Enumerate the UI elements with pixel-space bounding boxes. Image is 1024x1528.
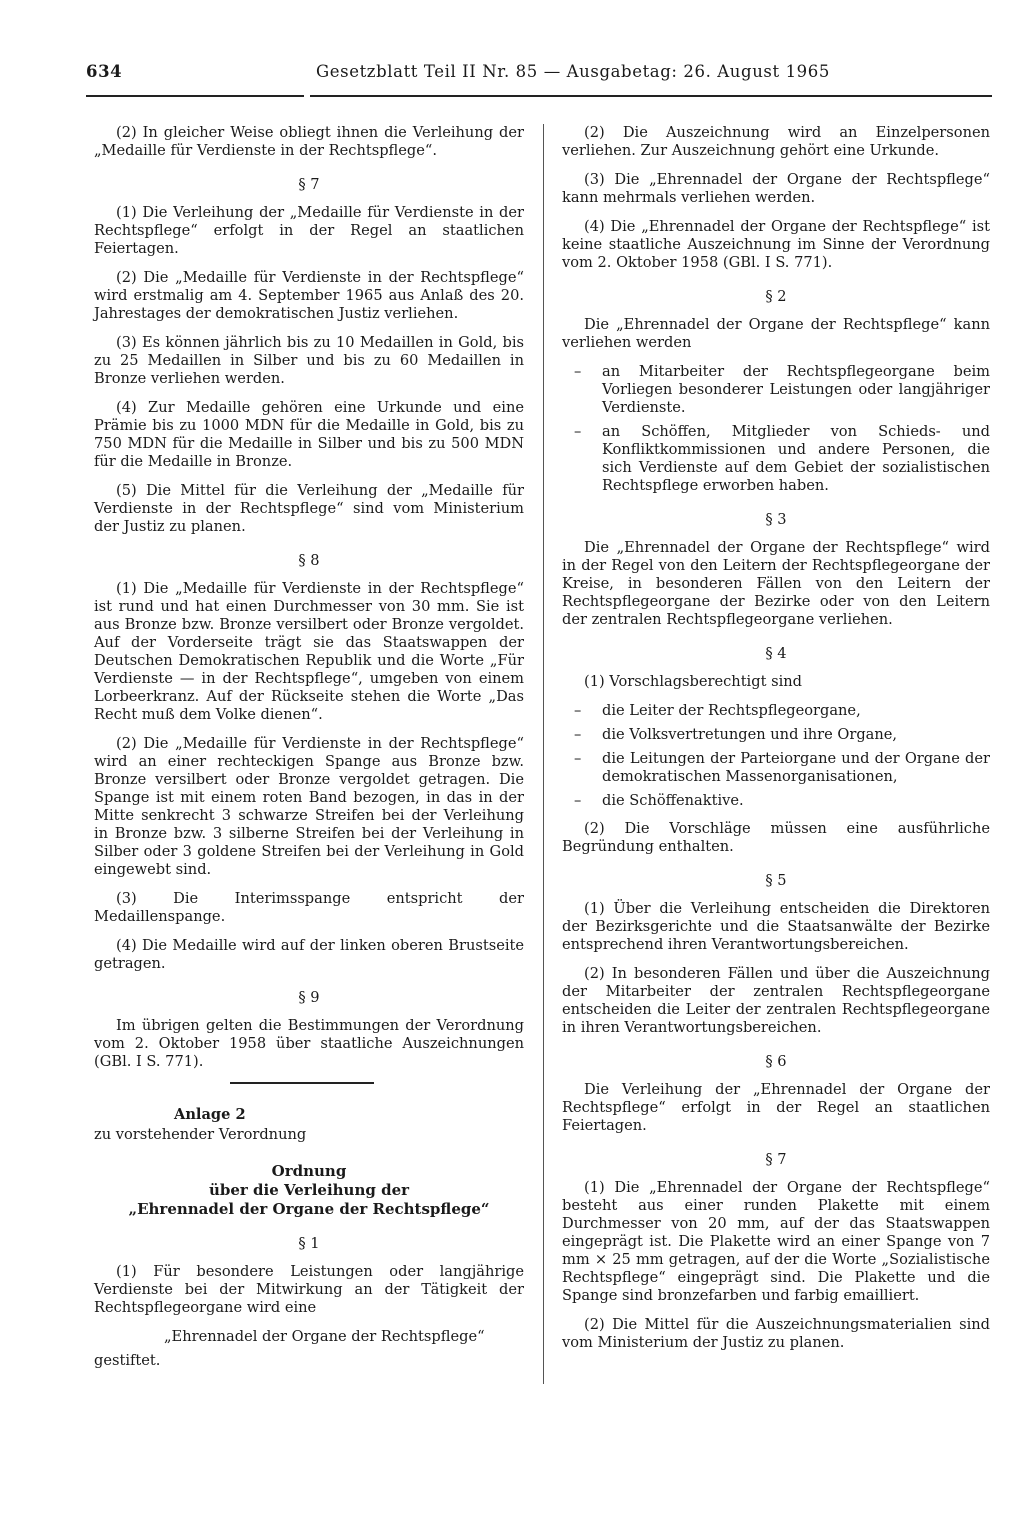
paragraph: (3) Es können jährlich bis zu 10 Medaillen in Gold, bis zu 25 Medaillen in Silber und bis zu 60 Medaillen in Bronze verliehen werden. [94, 334, 524, 387]
section-heading: § 7 [765, 1151, 787, 1168]
column-divider [543, 124, 544, 1384]
annex-title [94, 1162, 524, 1219]
paragraph: (4) Zur Medaille gehören eine Urkunde und eine Prämie bis zu 1000 MDN für die Medaille in Gold, bis zu 750 MDN für die Medaille in Silber und bis zu 500 MDN für die Medaille in Bronze. [94, 399, 524, 470]
paragraph: (1) Die „Medaille für Verdienste in der Rechtspflege“ ist rund und hat einen Durchmesser von 30 mm. Sie ist aus Bronze bzw. Bronze versilbert oder Bronze vergoldet. Auf der Vorderseite trägt sie das Staatswappen der Deutschen Demokratischen Republik und die Worte „Für Verdienste — in der Rechtspflege“, umgeben von einem Lorbeerkranz. Auf der Rückseite stehen die Worte „Das Recht muß dem Volke dienen“. [94, 580, 524, 723]
paragraph: (3) Die Interimsspange entspricht der Medaillenspange. [94, 890, 524, 925]
paragraph: Die „Ehrennadel der Organe der Rechtspflege“ kann verliehen werden [562, 316, 990, 351]
paragraph-tail: gestiftet. [94, 1352, 161, 1369]
paragraph: (2) Die Auszeichnung wird an Einzelpersonen verliehen. Zur Auszeichnung gehört eine Urkunde. [562, 124, 990, 159]
paragraph: (2) In gleicher Weise obliegt ihnen die Verleihung der „Medaille für Verdienste in der Rechtspflege“. [94, 124, 524, 159]
list-item: – an Schöffen, Mitglieder von Schieds- und Konfliktkommissionen und andere Personen, die sich Verdienste auf dem Gebiet der sozialistischen Rechtspflege erworben haben. [562, 423, 990, 495]
paragraph: (2) Die Vorschläge müssen eine ausführliche Begründung enthalten. [562, 820, 990, 855]
paragraph: (4) Die „Ehrennadel der Organe der Rechtspflege“ ist keine staatliche Auszeichnung im Sinne der Verordnung vom 2. Oktober 1958 (GBl. I S. 771). [562, 218, 990, 271]
page-number: 634 [86, 62, 123, 81]
gazette-title: Gesetzblatt Teil II Nr. 85 — Ausgabetag: 26. August 1965 [316, 62, 830, 81]
annex-label: Anlage 2 [174, 1106, 246, 1123]
separator-rule [230, 1082, 374, 1084]
left-column [94, 124, 524, 1370]
section-heading: § 6 [765, 1053, 787, 1070]
list-item: – die Schöffenaktive. [562, 792, 990, 810]
annex-title-line: „Ehrennadel der Organe der Rechtspflege“ [128, 1200, 490, 1218]
section-heading: § 5 [765, 872, 787, 889]
header-rule [86, 95, 992, 97]
page-header [86, 62, 992, 86]
list-item: – die Leitungen der Parteiorgane und der Organe der demokratischen Massenorganisationen, [562, 750, 990, 786]
paragraph: (1) Über die Verleihung entscheiden die Direktoren der Bezirksgerichte und die Staatsanwälte der Bezirke entsprechend ihren Verantwortungsbereichen. [562, 900, 990, 953]
list-item: – die Volksvertretungen und ihre Organe, [562, 726, 990, 744]
annex-title-line: über die Verleihung der [208, 1181, 410, 1199]
section-heading: § 3 [765, 511, 787, 528]
dash-list [562, 363, 990, 495]
list-item: – die Leiter der Rechtspflegeorgane, [562, 702, 990, 720]
annex-subtitle: zu vorstehender Verordnung [94, 1126, 307, 1143]
section-heading: § 1 [298, 1235, 320, 1252]
section-heading: § 7 [298, 176, 320, 193]
section-heading: § 2 [765, 288, 787, 305]
paragraph: Im übrigen gelten die Bestimmungen der Verordnung vom 2. Oktober 1958 über staatliche Auszeichnungen (GBl. I S. 771). [94, 1017, 524, 1070]
section-heading: § 4 [765, 645, 787, 662]
annex-title-line: Ordnung [271, 1162, 347, 1180]
paragraph: (2) Die „Medaille für Verdienste in der Rechtspflege“ wird an einer rechteckigen Spange aus Bronze bzw. Bronze versilbert oder Bronze vergoldet getragen. Die Spange ist mit einem roten Band bezogen, in das in der Mitte senkrecht 3 schwarze Streifen bei der Verleihung in Bronze bzw. 3 silberne Streifen bei der Verleihung in Silber oder 3 goldene Streifen bei der Verleihung in Gold eingewebt sind. [94, 735, 524, 878]
paragraph: (2) Die „Medaille für Verdienste in der Rechtspflege“ wird erstmalig am 4. September 1965 aus Anlaß des 20. Jahrestages der demokratischen Justiz verliehen. [94, 269, 524, 322]
paragraph: (1) Für besondere Leistungen oder langjährige Verdienste bei der Mitwirkung an der Tätigkeit der Rechtspflegeorgane wird eine [94, 1263, 524, 1316]
header-rule-gap [304, 92, 310, 100]
paragraph: (1) Vorschlagsberechtigt sind [584, 673, 802, 690]
dash-list [562, 702, 990, 810]
right-column [562, 124, 990, 1363]
paragraph: (3) Die „Ehrennadel der Organe der Rechtspflege“ kann mehrmals verliehen werden. [562, 171, 990, 206]
paragraph: Die „Ehrennadel der Organe der Rechtspflege“ wird in der Regel von den Leitern der Rechtspflegeorgane der Kreise, in besonderen Fällen von den Leitern der Rechtspflegeorgane der Bezirke oder von den Leitern der zentralen Rechtspflegeorgane verliehen. [562, 539, 990, 628]
paragraph: (2) Die Mittel für die Auszeichnungsmaterialien sind vom Ministerium der Justiz zu planen. [562, 1316, 990, 1351]
paragraph: (1) Die Verleihung der „Medaille für Verdienste in der Rechtspflege“ erfolgt in der Regel an staatlichen Feiertagen. [94, 204, 524, 257]
paragraph: (4) Die Medaille wird auf der linken oberen Brustseite getragen. [94, 937, 524, 972]
paragraph: (1) Die „Ehrennadel der Organe der Rechtspflege“ besteht aus einer runden Plakette mit einem Durchmesser von 20 mm, auf der das Staatswappen eingeprägt ist. Die Plakette wird an einer Spange von 7 mm × 25 mm getragen, auf der die Worte „Sozialistische Rechtspflege“ eingeprägt sind. Die Plakette und die Spange sind bronzefarben und farbig emailliert. [562, 1179, 990, 1304]
paragraph: (2) In besonderen Fällen und über die Auszeichnung der Mitarbeiter der zentralen Rechtspflegeorgane entscheiden die Leiter der zentralen Rechtspflegeorgane in ihren Verantwortungsbereichen. [562, 965, 990, 1036]
section-heading: § 9 [298, 989, 320, 1006]
list-item: – an Mitarbeiter der Rechtspflegeorgane beim Vorliegen besonderer Leistungen oder langjähriger Verdienste. [562, 363, 990, 417]
paragraph: Die Verleihung der „Ehrennadel der Organe der Rechtspflege“ erfolgt in der Regel an staatlichen Feiertagen. [562, 1081, 990, 1134]
paragraph: (5) Die Mittel für die Verleihung der „Medaille für Verdienste in der Rechtspflege“ sind vom Ministerium der Justiz zu planen. [94, 482, 524, 535]
award-name-quote: „Ehrennadel der Organe der Rechtspflege“ [164, 1328, 485, 1345]
section-heading: § 8 [298, 552, 320, 569]
